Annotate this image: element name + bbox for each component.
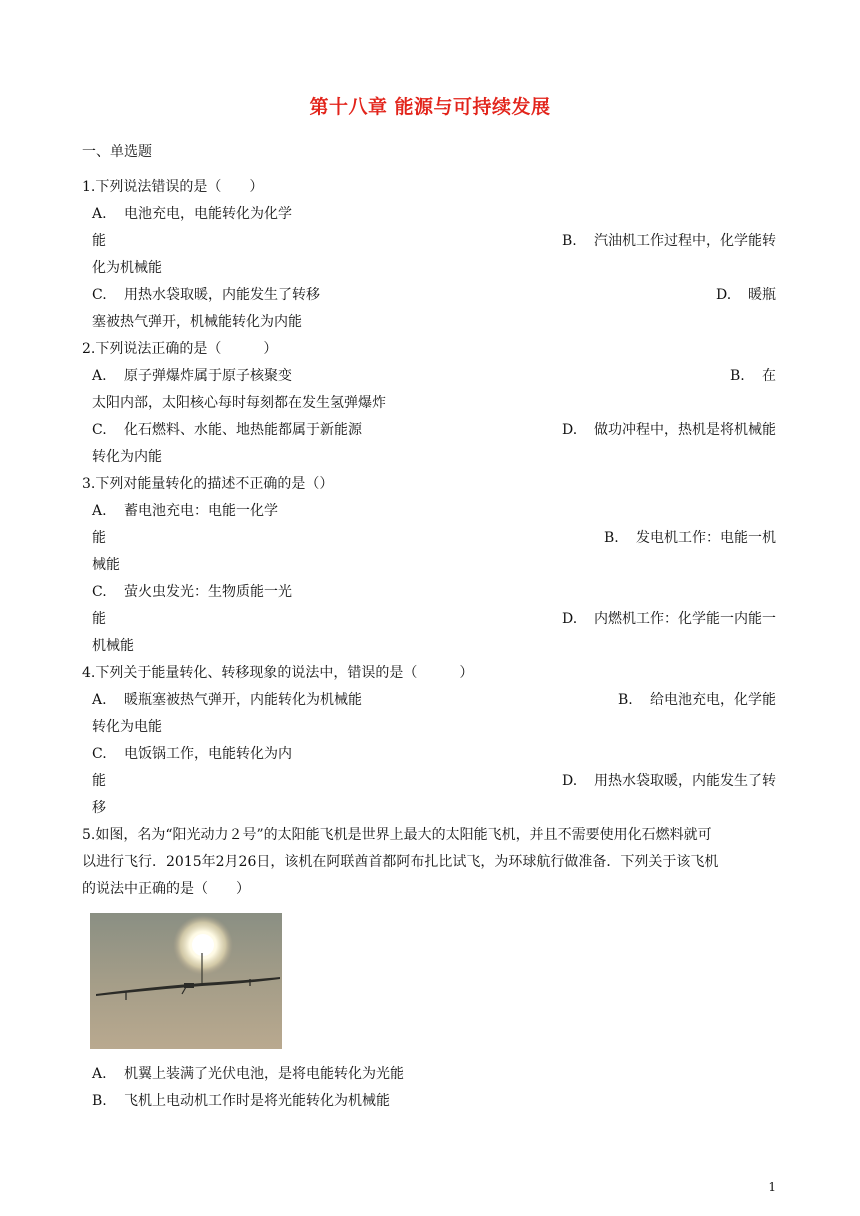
q4-option-d: D. 用热水袋取暖，内能发生了转: [562, 773, 776, 789]
q5-option-a: A. 机翼上装满了光伏电池，是将电能转化为光能: [92, 1066, 404, 1082]
q2-option-c: C. 化石燃料、水能、地热能都属于新能源: [92, 422, 362, 438]
q1-option-a-cont: 能: [92, 233, 106, 249]
q1-option-b-cont: 化为机械能: [92, 260, 162, 276]
question-1-stem: 1.下列说法错误的是（ ）: [82, 179, 264, 195]
q3-option-b: B. 发电机工作：电能一机: [604, 530, 776, 546]
q2-option-b-cont: 太阳内部，太阳核心每时每刻都在发生氢弹爆炸: [92, 395, 386, 411]
q1-option-a: A. 电池充电，电能转化为化学: [92, 206, 292, 222]
question-2-stem: 2.下列说法正确的是（ ）: [82, 341, 278, 357]
q3-option-a-cont: 能: [92, 530, 106, 546]
q1-option-d: D. 暖瓶: [716, 287, 776, 303]
q2-option-d: D. 做功冲程中，热机是将机械能: [562, 422, 776, 438]
q3-option-d-cont: 机械能: [92, 638, 134, 654]
q2-option-d-cont: 转化为内能: [92, 449, 162, 465]
q3-option-a: A. 蓄电池充电：电能一化学: [92, 503, 278, 519]
page-number: 1: [768, 1180, 776, 1194]
question-4-stem: 4.下列关于能量转化、转移现象的说法中，错误的是（ ）: [82, 665, 474, 681]
section-heading: 一、单选题: [82, 144, 152, 160]
q1-option-d-cont: 塞被热气弹开，机械能转化为内能: [92, 314, 302, 330]
solar-plane-image: [90, 913, 282, 1049]
q3-option-c: C. 萤火虫发光：生物质能一光: [92, 584, 292, 600]
question-5-stem-line-1: 5.如图，名为“阳光动力２号”的太阳能飞机是世界上最大的太阳能飞机，并且不需要使用化石燃料就可: [82, 827, 712, 843]
q5-option-b: B. 飞机上电动机工作时是将光能转化为机械能: [92, 1093, 390, 1109]
q3-option-c-cont: 能: [92, 611, 106, 627]
q4-option-c-cont: 能: [92, 773, 106, 789]
q1-option-b: B. 汽油机工作过程中，化学能转: [562, 233, 776, 249]
question-5-stem-line-2: 以进行飞行．2015年2月26日，该机在阿联酋首都阿布扎比试飞，为环球航行做准备．下列关于该飞机: [82, 854, 719, 870]
chapter-title: 第十八章 能源与可持续发展: [309, 96, 551, 118]
q4-option-d-cont: 移: [92, 800, 106, 816]
q2-option-b: B. 在: [730, 368, 776, 384]
q4-option-b: B. 给电池充电，化学能: [618, 692, 776, 708]
q3-option-b-cont: 械能: [92, 557, 120, 573]
solar-plane-photo: [90, 913, 282, 1049]
question-3-stem: 3.下列对能量转化的描述不正确的是（）: [82, 476, 334, 492]
q4-option-a: A. 暖瓶塞被热气弹开，内能转化为机械能: [92, 692, 362, 708]
q2-option-a: A. 原子弹爆炸属于原子核聚变: [92, 368, 292, 384]
question-5-stem-line-3: 的说法中正确的是（ ）: [82, 881, 250, 897]
q4-option-c: C. 电饭锅工作，电能转化为内: [92, 746, 292, 762]
q1-option-c: C. 用热水袋取暖，内能发生了转移: [92, 287, 320, 303]
q3-option-d: D. 内燃机工作：化学能一内能一: [562, 611, 776, 627]
q4-option-b-cont: 转化为电能: [92, 719, 162, 735]
